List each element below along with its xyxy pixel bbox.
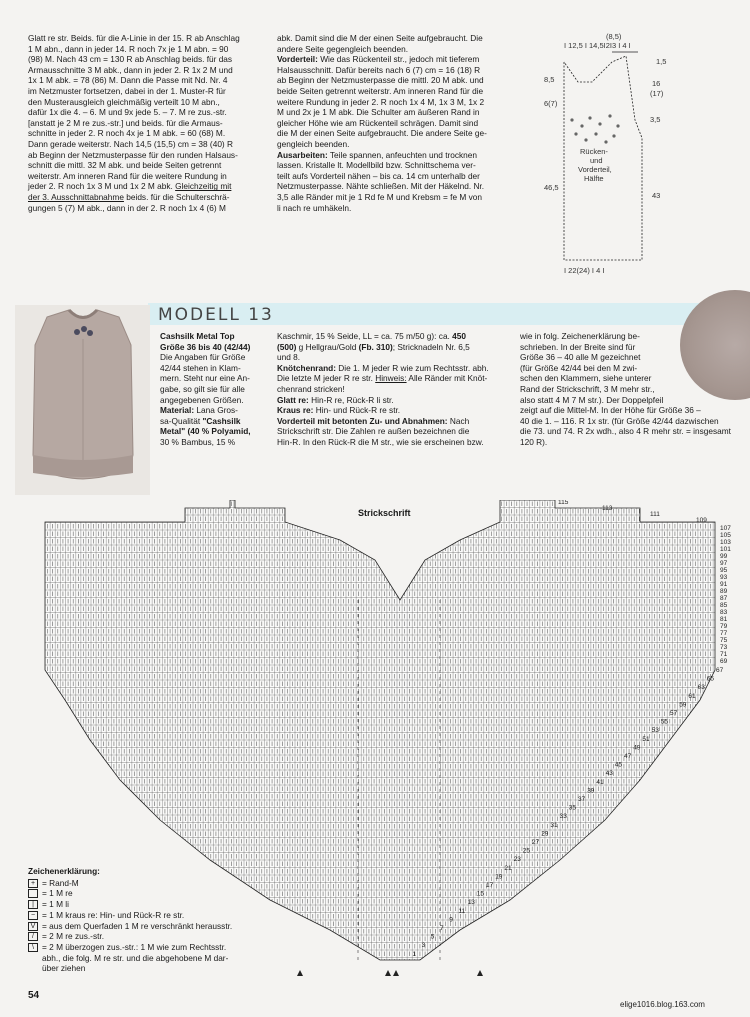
- row-number-label: 73: [720, 644, 728, 651]
- text-line: Vorderteil: Wie das Rückenteil str., jedoch mit tieferem: [277, 54, 480, 65]
- row-number-label: 51: [642, 735, 650, 743]
- section-heading: Material:: [160, 405, 195, 416]
- text-line: angegebenen Größen.: [160, 394, 244, 405]
- text-line: Hin-R. In den Rück-R die M str., wie sie erscheinen bzw.: [277, 436, 484, 447]
- row-number-label: 89: [720, 588, 728, 595]
- row-number-label: 83: [720, 609, 728, 616]
- text-column-materials: [277, 331, 510, 448]
- row-number-label: 107: [720, 525, 731, 532]
- row-number-label: 101: [720, 546, 731, 553]
- row-number-label: 13: [467, 899, 475, 907]
- row-number-label: 11: [458, 907, 466, 915]
- row-number-label: 77: [720, 630, 728, 637]
- row-number-label: 95: [720, 567, 728, 574]
- row-number-label: 115: [558, 500, 569, 506]
- text-line: Dann gerade weiterstr. Nach 14,5 (15,5) cm = 38 (40) R: [28, 138, 233, 149]
- text-line: Glatt re: Hin-R re, Rück-R li str.: [277, 394, 394, 405]
- row-number-label: 67: [716, 667, 724, 674]
- text-line: Die Angaben für Größe: [160, 352, 246, 363]
- row-number-label: 99: [720, 553, 728, 560]
- legend-row: über ziehen: [42, 963, 86, 974]
- text-line: schnitt die mittl. 32 M abk. und beide Seiten getrennt: [28, 160, 222, 171]
- arrow-mark: [477, 970, 483, 976]
- row-number-label: 3: [421, 942, 426, 950]
- text-line: [anstatt je 2 M re zus.-str.] und beids. für die Armaus-: [28, 117, 223, 128]
- text-line: dafür 1x die 4. – 6. M und 9x jede 5. – 7. M re zus.-str.: [28, 107, 227, 118]
- text-line: beide Seiten getrennt weiterstr. Am inneren Rand für die: [277, 85, 484, 96]
- increase-symbol: V: [28, 922, 38, 931]
- text-line: die M der einen Seite aufgebraucht. Die andere Seite ge-: [277, 128, 487, 139]
- row-number-label: 79: [720, 623, 728, 630]
- text-line: also statt 4 M 7 M str.). Der Doppelpfeil: [520, 394, 664, 405]
- row-number-label: 33: [559, 813, 567, 821]
- text-line: teilt aufs Vorderteil nähen – bis ca. 14 cm unterhalb der: [277, 170, 480, 181]
- schema-dimension: 3,5: [650, 115, 661, 124]
- text-column-front-instructions: [277, 33, 510, 213]
- row-number-label: 71: [720, 651, 728, 658]
- row-number-label: 29: [541, 830, 549, 838]
- text-line: 1 M abn., dann in jeder 14. R noch 7x je 1 M abn. = 90: [28, 43, 229, 54]
- text-line: im Netzmuster fortsetzen, dabei in der 1. Muster-R für: [28, 85, 226, 96]
- text-line: zeigt auf die Mittel-M. In der Höhe für Größe 36 –: [520, 405, 701, 416]
- text-line: Strickschrift str. Die Zahlen re außen bezeichnen die: [277, 426, 470, 437]
- row-number-label: 63: [697, 684, 705, 692]
- schema-dimension: I 22(24) I 4 I: [564, 266, 605, 275]
- text-line: gabe, so gilt sie für alle: [160, 383, 245, 394]
- schema-label: Hälfte: [584, 174, 604, 183]
- text-line: weiterstr. Am inneren Rand für die weitere Rundung in: [28, 170, 227, 181]
- knit-symbol: [28, 889, 38, 898]
- legend-title: Zeichenerklärung:: [28, 866, 100, 876]
- arrow-mark: [297, 970, 303, 976]
- text-line: mern. Steht nur eine An-: [160, 373, 250, 384]
- edge-stitch-symbol: +: [28, 879, 38, 888]
- ssk-symbol: \: [28, 943, 38, 952]
- text-line: M und 2x je 1 M abk. Die Schulter am äußeren Rand in: [277, 107, 480, 118]
- text-line: (für Größe 42/44 bei den M zwi-: [520, 362, 638, 373]
- text-line: Rand der Strickschrift, 3 M mehr str.,: [520, 383, 655, 394]
- row-number-label: 65: [706, 675, 715, 683]
- garter-symbol: −: [28, 911, 38, 920]
- schema-dimension: 46,5: [544, 183, 559, 192]
- row-number-label: 15: [476, 890, 485, 898]
- text-column-back-instructions: [28, 33, 268, 213]
- model-size: Größe 36 bis 40 (42/44): [160, 341, 251, 352]
- text-line: gengleich beenden.: [277, 138, 350, 149]
- chart-legend: [28, 866, 278, 974]
- row-number-label: 105: [720, 532, 731, 539]
- row-number-label: 25: [522, 847, 531, 855]
- row-number-label: 21: [504, 864, 512, 872]
- schema-dimension: (8,5): [606, 32, 622, 41]
- row-number-label: 41: [596, 778, 604, 786]
- k2tog-symbol: /: [28, 932, 38, 941]
- row-number-label: 31: [550, 821, 558, 829]
- garment-photo: [15, 305, 150, 495]
- row-number-label: 61: [688, 692, 696, 700]
- text-line: der 3. Ausschnittabnahme beids. für die Schulterschrä-: [28, 191, 230, 202]
- section-heading: Vorderteil mit betonten Zu- und Abnahmen:: [277, 415, 448, 426]
- text-line: wie in folg. Zeichenerklärung be-: [520, 331, 640, 341]
- row-number-label: 97: [720, 560, 728, 567]
- center-arrow-mark: [393, 970, 399, 976]
- section-heading: Kraus re:: [277, 405, 314, 416]
- model-title: MODELL 13: [158, 305, 274, 325]
- text-line: weitere Rundung in jeder 2. R noch 1x 4 M, 1x 3 M, 1x 2: [277, 96, 485, 107]
- row-number-label: 113: [602, 505, 613, 512]
- text-line: 42/44 stehen in Klam-: [160, 362, 241, 373]
- row-number-label: 75: [720, 637, 728, 644]
- text-line: chenrand stricken!: [277, 383, 345, 394]
- row-number-label: 91: [720, 581, 728, 588]
- row-number-label: 109: [696, 517, 707, 524]
- chart-title: Strickschrift: [358, 508, 411, 518]
- row-number-label: 55: [660, 718, 669, 726]
- row-number-label: 45: [614, 761, 623, 769]
- schema-dimension: 1,5: [656, 57, 667, 66]
- text-line: Knötchenrand: Die 1. M jeder R wie zum Rechtsstr. abh.: [277, 362, 489, 373]
- row-number-label: 17: [486, 882, 494, 889]
- legend-row: \ = 2 M überzogen zus.-str.: 1 M wie zum Rechtsstr.: [28, 942, 278, 953]
- row-number-label: 53: [651, 727, 659, 735]
- text-line: Halsausschnitt. Dafür bereits nach 6 (7) cm = 16 (18) R: [277, 64, 481, 75]
- text-line: sa-Qualität "Cashsilk: [160, 415, 241, 426]
- text-line: ab Beginn der Netzmusterpasse für den runden Halsaus-: [28, 149, 238, 160]
- text-line: 3,5 alle Ränder mit je 1 Rd fe M und Krebsm = fe M von: [277, 191, 482, 202]
- row-number-label: 103: [720, 539, 731, 546]
- underlined-text: Gleichzeitig mit: [175, 181, 232, 192]
- text-line: Größe 36 – 40 alle M gezeichnet: [520, 352, 641, 363]
- purl-symbol: |: [28, 900, 38, 909]
- page-number: 54: [28, 990, 40, 1001]
- row-number-label: 87: [720, 595, 728, 602]
- text-line: Netzmusterpasse. Nähte schließen. Mit der Häkelnd. Nr.: [277, 181, 485, 192]
- schema-dimension: I 12,5 I 14,5I2I3 I 4 I: [564, 41, 631, 50]
- text-line: li nach re umhäkeln.: [277, 202, 352, 213]
- row-number-label: 1: [412, 950, 417, 958]
- schema-label: Vorderteil,: [578, 165, 612, 174]
- legend-row: = 1 M re: [28, 888, 278, 899]
- text-column-model-intro: [160, 331, 262, 448]
- row-number-label: 5: [430, 933, 435, 941]
- text-line: ab Beginn der Netzmusterpasse die mittl. 20 M abk. und: [277, 75, 484, 86]
- text-line: Die letzte M jeder R re str. Hinweis: Alle Ränder mit Knöt-: [277, 373, 488, 384]
- text-line: Material: Lana Gros-: [160, 405, 238, 416]
- legend-row: abh., die folg. M re str. und die abgehobene M dar-: [42, 952, 229, 963]
- text-line: lassen. Kristalle lt. Modellbild bzw. Schnittschema ver-: [277, 160, 476, 171]
- text-line: 1x 1 M abk. = 78 (86) M. Dann die Passe mit Nd. Nr. 4: [28, 75, 228, 86]
- section-heading: Ausarbeiten:: [277, 149, 328, 160]
- text-line: schen den Klammern, siehe unterer: [520, 373, 652, 384]
- text-line: (98) M. Nach 43 cm = 130 R ab Anschlag beids. für das: [28, 54, 233, 65]
- schema-dimension: 43: [652, 191, 661, 200]
- legend-row: − = 1 M kraus re: Hin- und Rück-R re str.: [28, 910, 278, 921]
- row-number-label: 69: [720, 658, 728, 665]
- row-number-label: 35: [568, 804, 577, 812]
- model-name: Cashsilk Metal Top: [160, 331, 235, 341]
- text-line: den Musterausgleich gleichmäßig verteilt 10 M abn.,: [28, 96, 220, 107]
- row-number-label: 57: [670, 710, 678, 717]
- row-number-label: 93: [720, 574, 728, 581]
- text-line: Metal" (40 % Polyamid,: [160, 426, 251, 437]
- text-line: (500) g Hellgrau/Gold (Fb. 310); Stricknadeln Nr. 6,5: [277, 341, 470, 352]
- section-heading: Knötchenrand:: [277, 362, 336, 373]
- text-line: schrieben. In der Breite sind für: [520, 341, 636, 352]
- center-arrow-mark: [385, 970, 391, 976]
- section-heading: Vorderteil:: [277, 54, 318, 65]
- row-number-label: 81: [720, 616, 728, 623]
- row-number-label: 23: [513, 856, 521, 864]
- row-number-label: 37: [578, 796, 586, 803]
- schematic-outline: [564, 56, 642, 260]
- text-line: und 8.: [277, 352, 301, 363]
- legend-row: V = aus dem Querfaden 1 M re verschränkt herausstr.: [28, 921, 278, 932]
- text-line: 40 die 1. – 116. R 1x str. (für Größe 42/44 dazwischen: [520, 415, 719, 426]
- row-number-label: 27: [532, 839, 540, 846]
- credit-watermark: elige1016.blog.163.com: [620, 1000, 705, 1009]
- schema-dimension: (17): [650, 89, 664, 98]
- text-line: gungen 5 (7) M abk., dann in der 2. R noch 1x 4 (6) M: [28, 202, 226, 213]
- text-line: Armausschnitte 3 M abk., dann in jeder 2. R 1x 2 M und: [28, 64, 233, 75]
- row-number-label: 47: [624, 753, 632, 760]
- text-line: 30 % Bambus, 15 %: [160, 436, 236, 447]
- schema-label: Rücken-: [580, 147, 608, 156]
- text-line: Glatt re str. Beids. für die A-Linie in der 15. R ab Anschlag: [28, 33, 240, 43]
- text-column-chart-notes: [520, 331, 744, 448]
- row-number-label: 111: [650, 511, 660, 518]
- yarn-brand: "Cashsilk: [202, 415, 241, 426]
- text-line: Vorderteil mit betonten Zu- und Abnahmen: Nach: [277, 415, 470, 426]
- row-number-label: 39: [587, 787, 595, 795]
- text-line: Kaschmir, 15 % Seide, LL = ca. 75 m/50 g): ca. 450: [277, 331, 467, 341]
- legend-row: / = 2 M re zus.-str.: [28, 931, 278, 942]
- schema-dimension: 6(7): [544, 99, 558, 108]
- row-number-label: 59: [679, 701, 687, 709]
- row-number-label: 9: [449, 916, 453, 924]
- text-line: Kraus re: Hin- und Rück-R re str.: [277, 405, 401, 416]
- underlined-text: der 3. Ausschnittabnahme: [28, 191, 124, 202]
- row-number-label: 85: [720, 602, 728, 609]
- legend-row: | = 1 M li: [28, 899, 278, 910]
- row-number-label: 43: [605, 770, 613, 778]
- schema-label: und: [590, 156, 603, 165]
- section-heading: Glatt re:: [277, 394, 309, 405]
- row-number-label: 49: [633, 744, 641, 752]
- text-line: andere Seite gegengleich beenden.: [277, 43, 409, 54]
- schema-dimension: 16: [652, 79, 661, 88]
- text-line: die 73. und 74. R 2x wdh., also 4 R mehr str. = insgesamt: [520, 426, 731, 437]
- row-number-label: 19: [495, 873, 503, 881]
- legend-row: + = Rand-M: [28, 878, 278, 889]
- text-line: schnitte in jeder 2. R noch 4x je 1 M abk. = 60 (68) M.: [28, 128, 226, 139]
- text-line: abk. Damit sind die M der einen Seite aufgebraucht. Die: [277, 33, 483, 43]
- text-line: gleicher Höhe wie am Rückenteil schrägen. Damit sind: [277, 117, 479, 128]
- text-line: jeder 2. R noch 1x 3 M und 1x 2 M abk. Gleichzeitig mit: [28, 181, 232, 192]
- pattern-schematic: [530, 30, 690, 280]
- text-line: Ausarbeiten: Teile spannen, anfeuchten und trocknen: [277, 149, 478, 160]
- schema-dimension: 8,5: [544, 75, 555, 84]
- text-line: 120 R).: [520, 436, 548, 447]
- row-number-label: 7: [440, 925, 444, 932]
